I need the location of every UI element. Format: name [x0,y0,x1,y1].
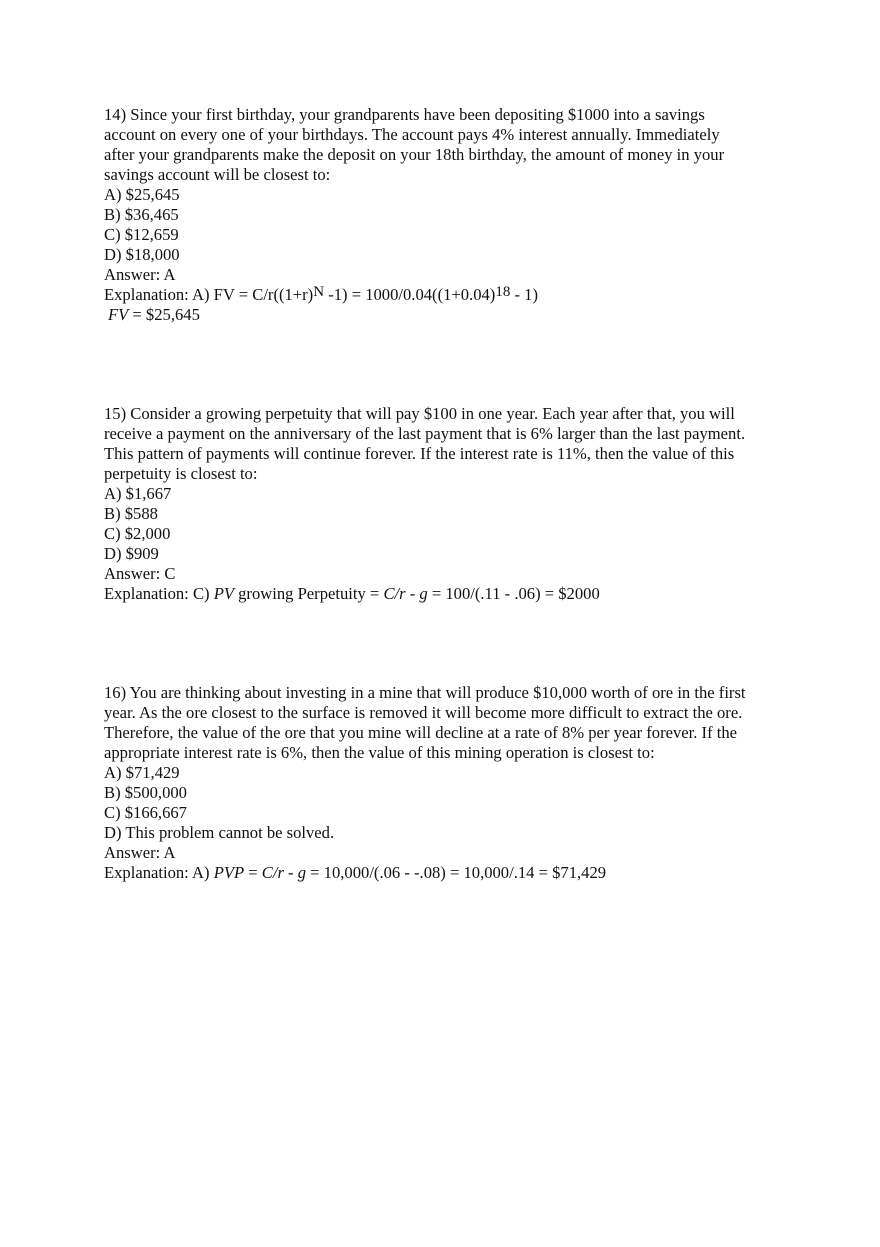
question-stem-line: account on every one of your birthdays. The account pays 4% interest annually. Immediately [104,125,720,144]
explanation [104,584,794,604]
explanation-text: = [244,863,262,882]
question-stem-line: 14) Since your first birthday, your grandparents have been depositing $1000 into a savings [104,105,705,124]
explanation [104,863,794,883]
answer-option-d: D) $18,000 [104,245,180,264]
explanation-text: growing Perpetuity = [233,584,384,603]
question-stem-line: appropriate interest rate is 6%, then the value of this mining operation is closest to: [104,743,655,762]
question-stem-line: after your grandparents make the deposit on your 18th birthday, the amount of money in your [104,145,725,164]
variable-c-over-r: C/r [383,584,406,603]
answer-option-d: D) $909 [104,544,159,563]
explanation-text: = $25,645 [128,305,200,324]
correct-answer: Answer: C [104,564,176,583]
answer-option-b: B) $500,000 [104,783,187,802]
question-15 [104,404,794,604]
variable-g: g [297,863,307,882]
question-16 [104,683,794,883]
question-stem-line: This pattern of payments will continue forever. If the interest rate is 11%, then the value of this [104,444,735,463]
answer-option-a: A) $25,645 [104,185,180,204]
explanation-text: = 100/(.11 - .06) = $2000 [427,584,600,603]
explanation-text: -1) = 1000/0.04((1+0.04) [324,285,496,304]
correct-answer: Answer: A [104,265,176,284]
variable-c-over-r: C/r [261,863,284,882]
explanation-text: Explanation: C) [104,584,214,603]
question-stem-line: Therefore, the value of the ore that you mine will decline at a rate of 8% per year forever. If the [104,723,738,742]
variable-pvp: PVP [213,863,245,882]
answer-option-c: C) $166,667 [104,803,187,822]
explanation-text: Explanation: A) FV = C/r((1+r) [104,285,314,304]
correct-answer: Answer: A [104,843,176,862]
question-14 [104,105,794,325]
explanation-text: - [283,863,298,882]
question-stem-line: 16) You are thinking about investing in a mine that will produce $10,000 worth of ore in the first [104,683,746,702]
explanation-text: = 10,000/(.06 - -.08) = 10,000/.14 = $71,429 [306,863,607,882]
question-stem-line: savings account will be closest to: [104,165,331,184]
variable-pv: PV [213,584,234,603]
explanation-text: Explanation: A) [104,863,214,882]
answer-option-a: A) $1,667 [104,484,172,503]
variable-g: g [419,584,428,603]
variable-fv: FV [108,305,129,324]
exponent: N [313,284,325,300]
explanation [104,285,794,305]
question-stem-line: year. As the ore closest to the surface is removed it will become more difficult to extract the ore. [104,703,743,722]
answer-option-b: B) $36,465 [104,205,179,224]
answer-option-c: C) $12,659 [104,225,179,244]
exponent: 18 [495,284,511,300]
question-stem-line: receive a payment on the anniversary of the last payment that is 6% larger than the last payment. [104,424,746,443]
explanation-text: - 1) [510,285,538,304]
explanation-text: - [405,584,420,603]
answer-option-b: B) $588 [104,504,158,523]
answer-option-a: A) $71,429 [104,763,180,782]
question-stem-line: 15) Consider a growing perpetuity that will pay $100 in one year. Each year after that, you will [104,404,735,423]
answer-option-d: D) This problem cannot be solved. [104,823,335,842]
explanation-result [104,305,794,325]
answer-option-c: C) $2,000 [104,524,171,543]
question-stem-line: perpetuity is closest to: [104,464,258,483]
